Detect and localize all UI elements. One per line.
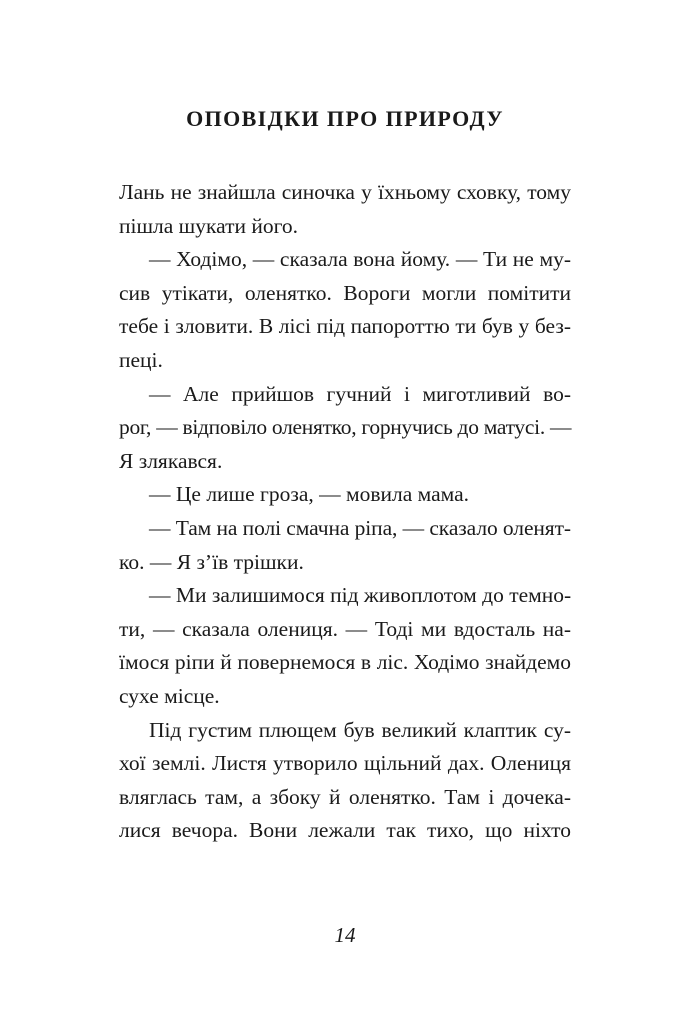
text-line: — Там на полі смачна ріпа, — сказало оленят-	[149, 515, 571, 540]
text-line: тебе і зловити. В лісі під папороттю ти був у без-	[119, 314, 571, 339]
text-line: — Але прийшов гучний і миготливий во-	[149, 381, 571, 406]
running-head: ОПОВІДКИ ПРО ПРИРОДУ	[186, 106, 504, 131]
text-line: сухе місце.	[119, 683, 220, 708]
text-line: рог, — відповіло оленятко, горнучись до матусі. —	[119, 415, 572, 440]
text-line: ти, — сказала олениця. — Тоді ми вдосталь на-	[119, 616, 571, 641]
text-line: Я злякався.	[119, 448, 223, 473]
text-line: ко. — Я з’їв трішки.	[119, 549, 304, 574]
text-line: вляглась там, а збоку й оленятко. Там і дочека-	[119, 784, 571, 809]
text-line: — Ходімо, — сказала вона йому. — Ти не му-	[149, 247, 571, 272]
text-line: лися вечора. Вони лежали так тихо, що ніхто	[119, 818, 571, 843]
text-line: Лань не знайшла синочка у їхньому сховку, тому	[119, 180, 571, 204]
body-text	[119, 176, 571, 848]
text-line: — Ми залишимося під живоплотом до темно-	[149, 583, 572, 608]
text-line: пішла шукати його.	[119, 213, 299, 238]
text-line: хої землі. Листя утворило щільний дах. Олениця	[119, 751, 571, 776]
page-number: 14	[334, 923, 356, 947]
text-line: сив утікати, оленятко. Вороги могли помітити	[119, 280, 571, 305]
text-line: пеці.	[119, 347, 163, 372]
text-line: Під густим плющем був великий клаптик су-	[149, 717, 571, 742]
text-line: — Це лише гроза, — мовила мама.	[149, 482, 470, 507]
text-line: їмося ріпи й повернемося в ліс. Ходімо знайдемо	[119, 650, 571, 675]
